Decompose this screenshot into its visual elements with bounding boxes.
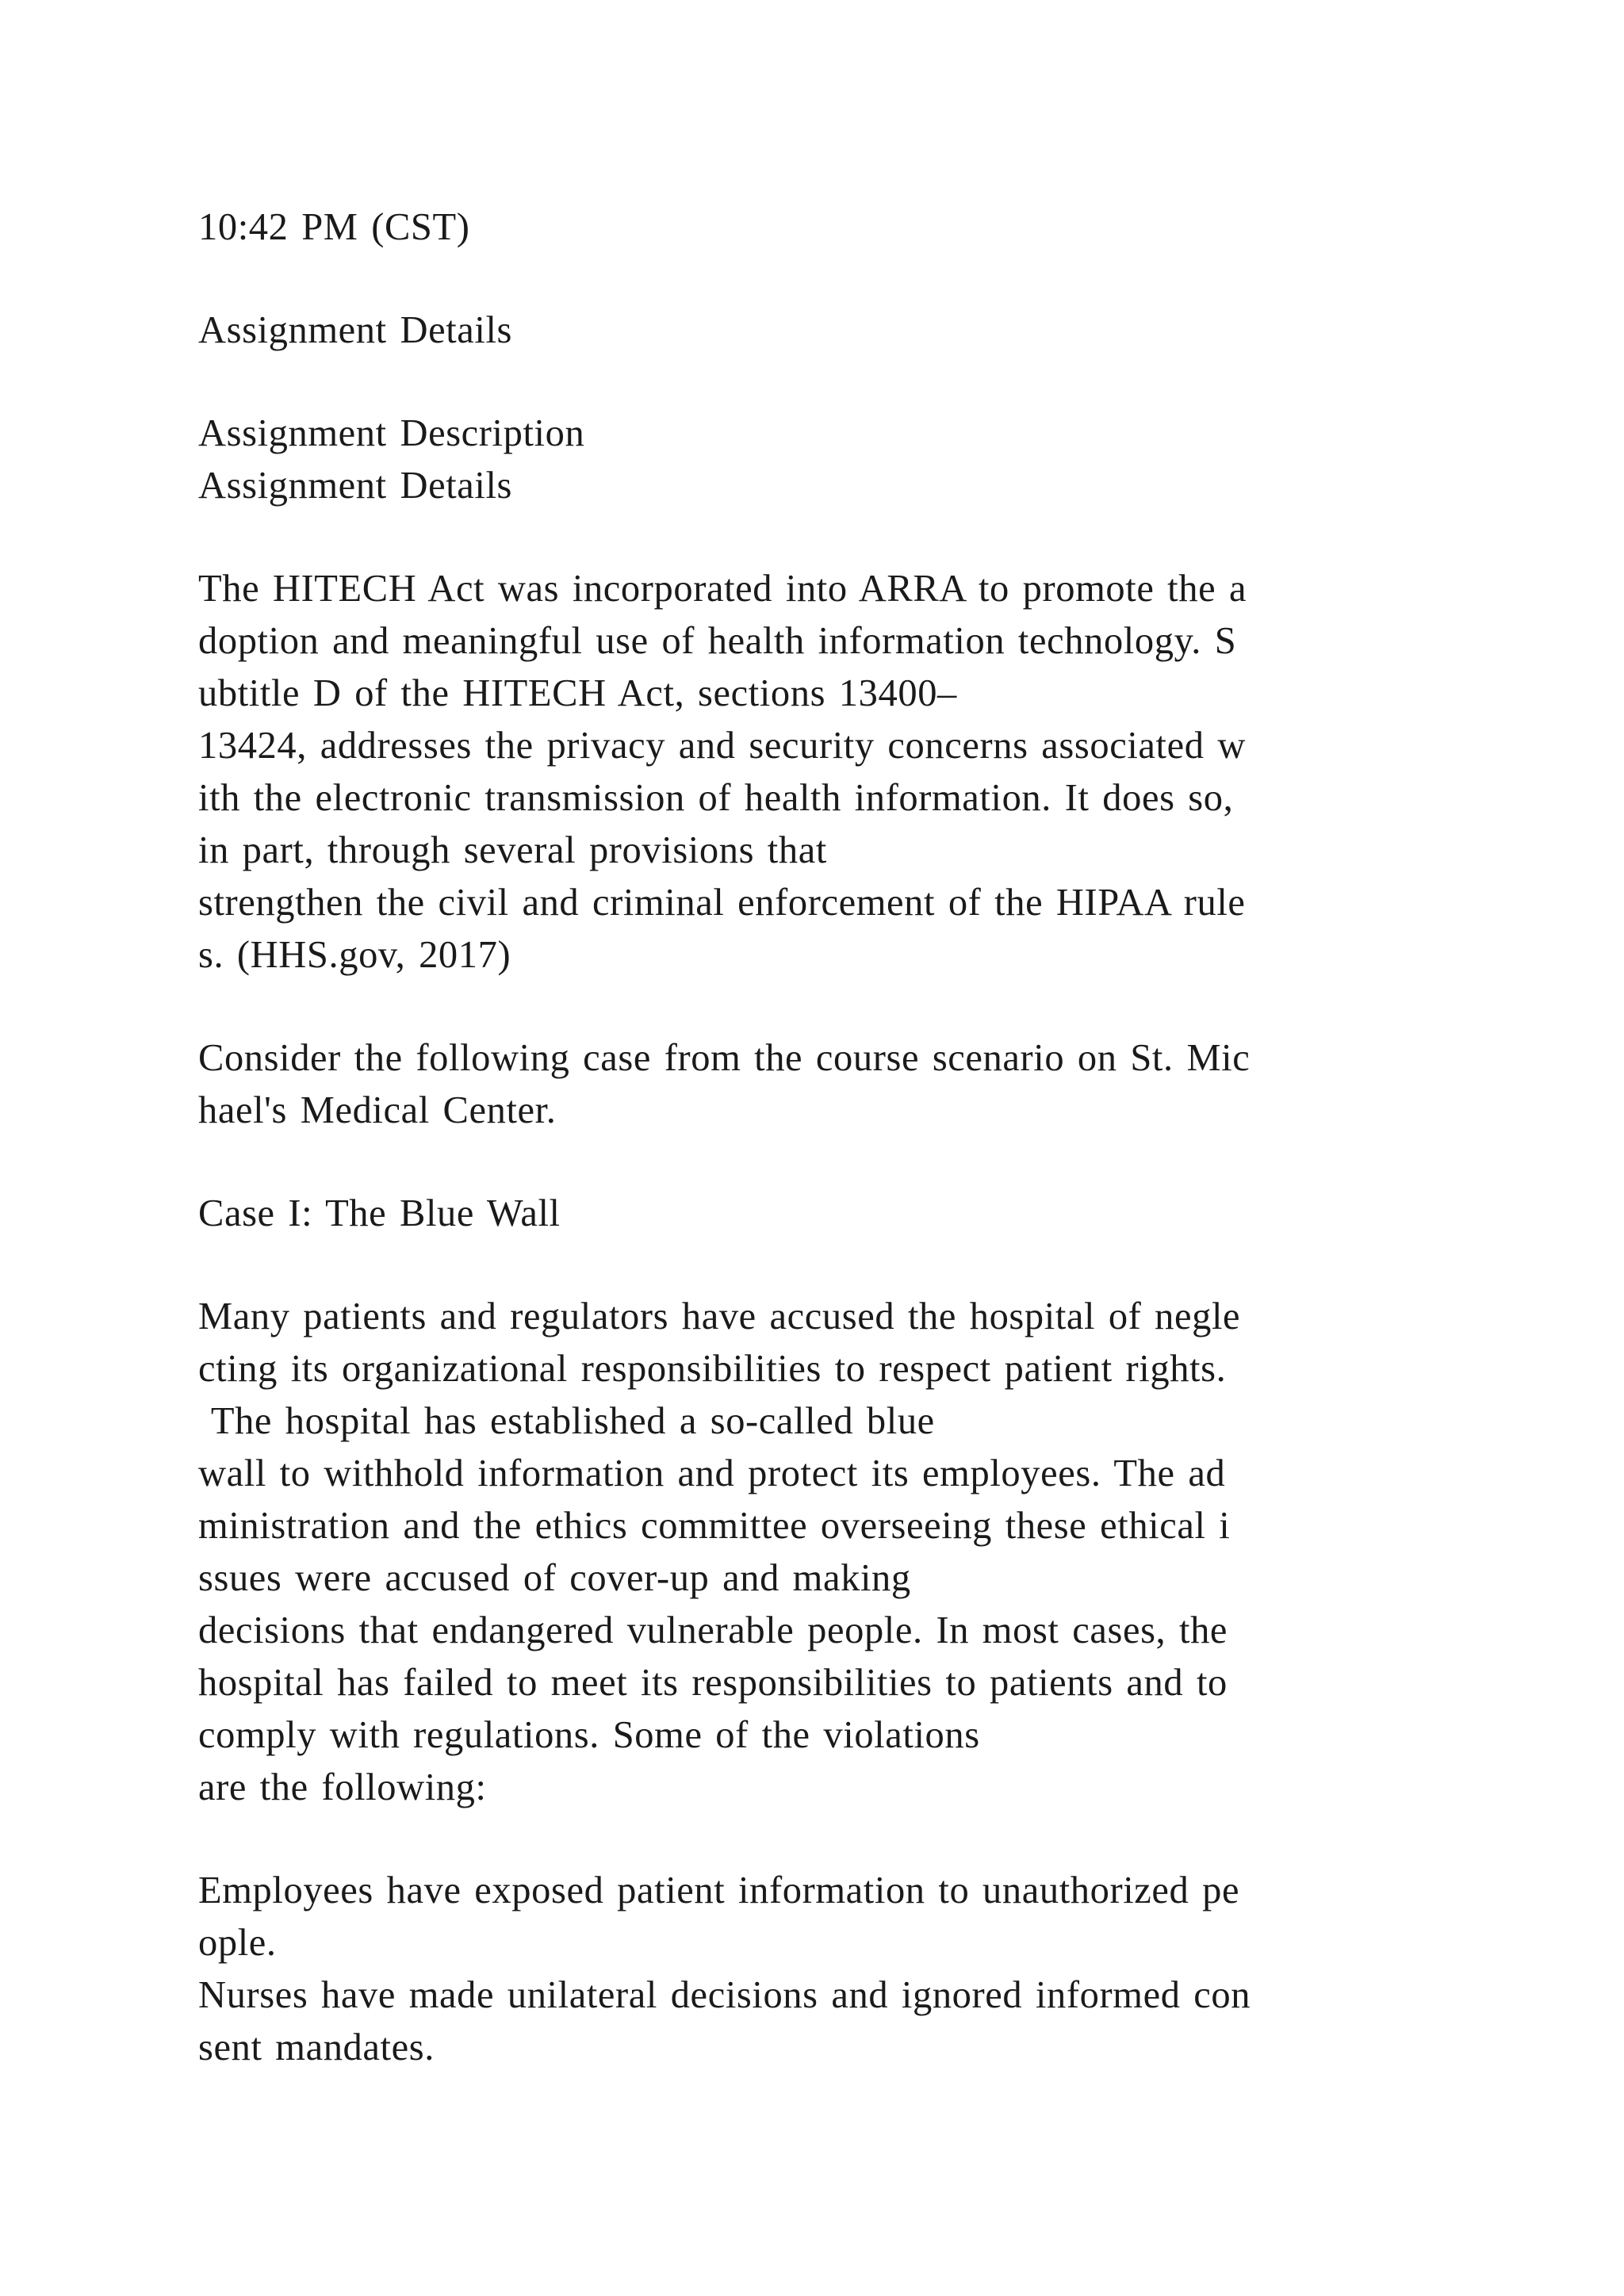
case-title: Case I: The Blue Wall: [198, 1192, 561, 1234]
violations-list: [198, 1865, 1530, 2074]
assignment-details-heading: Assignment Details: [198, 309, 513, 351]
assignment-description-heading: Assignment Description: [198, 412, 585, 454]
paragraph-line: ssues were accused of cover-up and making: [198, 1557, 911, 1599]
case-paragraph: [198, 1291, 1530, 1814]
list-item: Nurses have made unilateral decisions and ignored informed con: [198, 1974, 1251, 2016]
paragraph-line: cting its organizational responsibilities to respect patient rights.: [198, 1348, 1227, 1390]
paragraph-line: in part, through several provisions that: [198, 829, 827, 871]
paragraph-line: decisions that endangered vulnerable people. In most cases, the: [198, 1609, 1228, 1651]
paragraph-line: are the following:: [198, 1766, 487, 1808]
timestamp: 10:42 PM (CST): [198, 206, 470, 248]
paragraph-line: strengthen the civil and criminal enforcement of the HIPAA rule: [198, 882, 1246, 924]
assignment-details-subheading: Assignment Details: [198, 465, 513, 507]
list-item: ople.: [198, 1922, 277, 1964]
document-body: [198, 201, 1530, 2074]
paragraph-line: wall to withhold information and protect its employees. The ad: [198, 1452, 1226, 1494]
paragraph-line: The hospital has established a so-called blue: [198, 1400, 935, 1442]
paragraph-line: hospital has failed to meet its responsibilities to patients and to: [198, 1662, 1228, 1704]
paragraph-line: Many patients and regulators have accused the hospital of negle: [198, 1295, 1241, 1337]
paragraph-line: ministration and the ethics committee overseeing these ethical i: [198, 1505, 1231, 1547]
consider-paragraph: [198, 1032, 1530, 1137]
paragraph-line: 13424, addresses the privacy and security concerns associated w: [198, 725, 1246, 767]
paragraph-line: hael's Medical Center.: [198, 1089, 557, 1131]
paragraph-line: comply with regulations. Some of the violations: [198, 1714, 980, 1756]
paragraph-line: ubtitle D of the HITECH Act, sections 13400–: [198, 672, 957, 714]
list-item: sent mandates.: [198, 2026, 435, 2068]
paragraph-line: The HITECH Act was incorporated into ARRA to promote the a: [198, 568, 1247, 610]
list-item: Employees have exposed patient information to unauthorized pe: [198, 1869, 1240, 1911]
paragraph-line: Consider the following case from the course scenario on St. Mic: [198, 1037, 1251, 1079]
hitech-paragraph: [198, 563, 1530, 982]
paragraph-line: ith the electronic transmission of health information. It does so,: [198, 777, 1234, 819]
paragraph-line: s. (HHS.gov, 2017): [198, 934, 511, 976]
paragraph-line: doption and meaningful use of health information technology. S: [198, 620, 1237, 662]
